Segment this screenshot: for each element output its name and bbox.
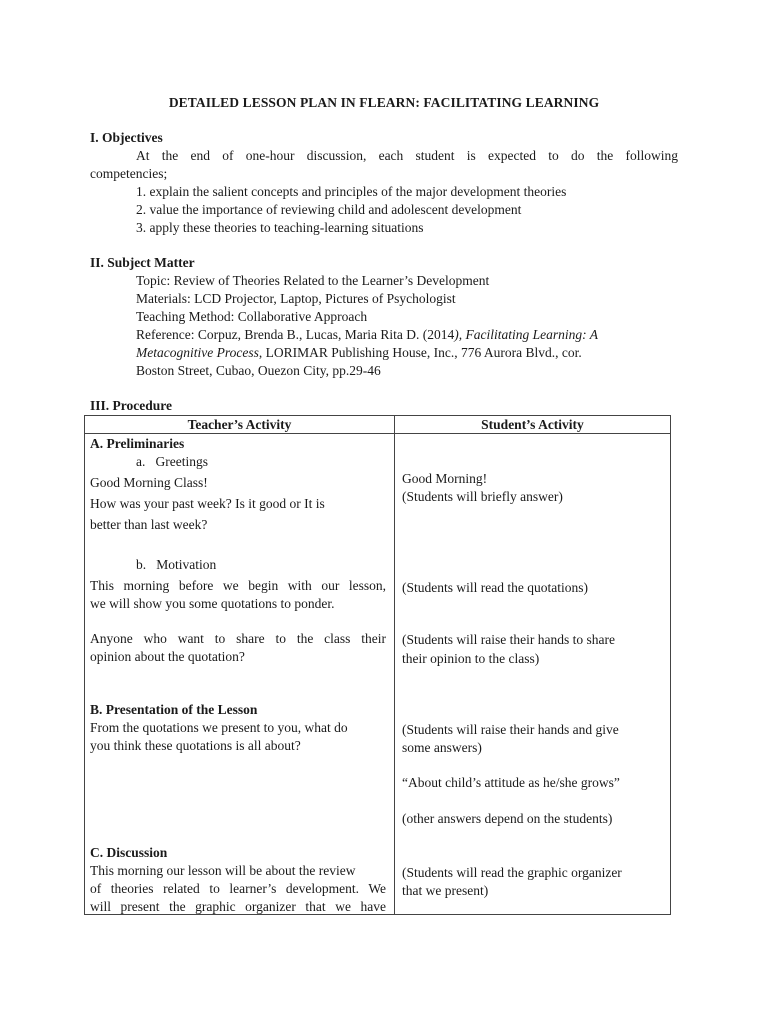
student-greeting-line1: Good Morning! [402, 471, 488, 486]
objective-item-1: 1. explain the salient concepts and principles of the major development theories [136, 184, 567, 199]
student-motivation-line1: (Students will read the quotations) [402, 580, 588, 595]
teacher-discussion-line3: will present the graphic organizer that we have [90, 899, 386, 914]
procedure-table-header [85, 416, 671, 434]
objectives-intro-line1: At the end of one-hour discussion, each student is expected to do the following [136, 148, 678, 163]
subject-matter-heading: II. Subject Matter [90, 255, 195, 270]
teacher-presentation-line2: you think these quotations is all about? [90, 738, 301, 753]
procedure-section [90, 397, 678, 415]
teacher-motivation-line3: Anyone who want to share to the class their [90, 631, 386, 646]
teacher-discussion-line1: This morning our lesson will be about the review [90, 863, 356, 878]
procedure-heading: III. Procedure [90, 398, 172, 413]
subject-reference-line2 [90, 344, 678, 362]
objectives-section [90, 129, 678, 237]
greetings-subheading: a. Greetings [136, 454, 208, 469]
subject-topic: Topic: Review of Theories Related to the Learner’s Development [136, 273, 490, 288]
teacher-motivation-line2: we will show you some quotations to ponder. [90, 596, 335, 611]
student-activity-header: Student’s Activity [395, 416, 671, 434]
student-presentation-line4: (other answers depend on the students) [402, 811, 613, 826]
discussion-heading: C. Discussion [90, 845, 168, 860]
procedure-table [84, 415, 671, 915]
subject-reference-line1 [90, 326, 678, 344]
teacher-presentation-line1: From the quotations we present to you, what do [90, 720, 348, 735]
objective-item-3: 3. apply these theories to teaching-learning situations [136, 220, 424, 235]
student-presentation-line1: (Students will raise their hands and give [402, 722, 619, 737]
motivation-subheading: b. Motivation [136, 557, 217, 572]
student-presentation-line2: some answers) [402, 740, 482, 755]
procedure-table-row [85, 434, 671, 915]
student-motivation-line2: (Students will raise their hands to share [402, 632, 615, 647]
student-presentation-line3: “About child’s attitude as he/she grows” [402, 775, 620, 790]
student-greeting-line2: (Students will briefly answer) [402, 489, 563, 504]
teacher-motivation-line4: opinion about the quotation? [90, 649, 245, 664]
student-activity-cell [395, 434, 671, 915]
teacher-greeting-line3: better than last week? [90, 517, 208, 532]
subject-method: Teaching Method: Collaborative Approach [136, 309, 368, 324]
teacher-discussion-line2: of theories related to learner’s development. We [90, 881, 386, 896]
teacher-motivation-line1: This morning before we begin with our lesson, [90, 578, 386, 593]
subject-matter-section [90, 254, 678, 380]
reference-title-part2: Metacognitive Process [136, 345, 259, 360]
document-title: DETAILED LESSON PLAN IN FLEARN: FACILITATING LEARNING [168, 95, 600, 110]
subject-reference-line3: Boston Street, Cubao, Ouezon City, pp.29-46 [136, 363, 381, 378]
teacher-greeting-line2: How was your past week? Is it good or It is [90, 496, 325, 511]
teacher-greeting-line1: Good Morning Class! [90, 475, 208, 490]
student-motivation-line3: their opinion to the class) [402, 651, 540, 666]
teacher-activity-header: Teacher’s Activity [85, 416, 395, 434]
objectives-heading: I. Objectives [90, 130, 163, 145]
student-discussion-line2: that we present) [402, 883, 489, 898]
reference-title-part1: ), Facilitating Learning: A [454, 327, 599, 342]
student-discussion-line1: (Students will read the graphic organizer [402, 865, 622, 880]
objectives-intro-line2: competencies; [90, 166, 168, 181]
objective-item-2: 2. value the importance of reviewing child and adolescent development [136, 202, 522, 217]
teacher-activity-cell [85, 434, 395, 915]
reference-authors: Reference: Corpuz, Brenda B., Lucas, Maria Rita D. (2014 [136, 327, 455, 342]
presentation-heading: B. Presentation of the Lesson [90, 702, 258, 717]
reference-publisher: , LORIMAR Publishing House, Inc., 776 Aurora Blvd., cor. [258, 345, 582, 360]
preliminaries-heading: A. Preliminaries [90, 436, 185, 451]
subject-materials: Materials: LCD Projector, Laptop, Pictures of Psychologist [136, 291, 456, 306]
